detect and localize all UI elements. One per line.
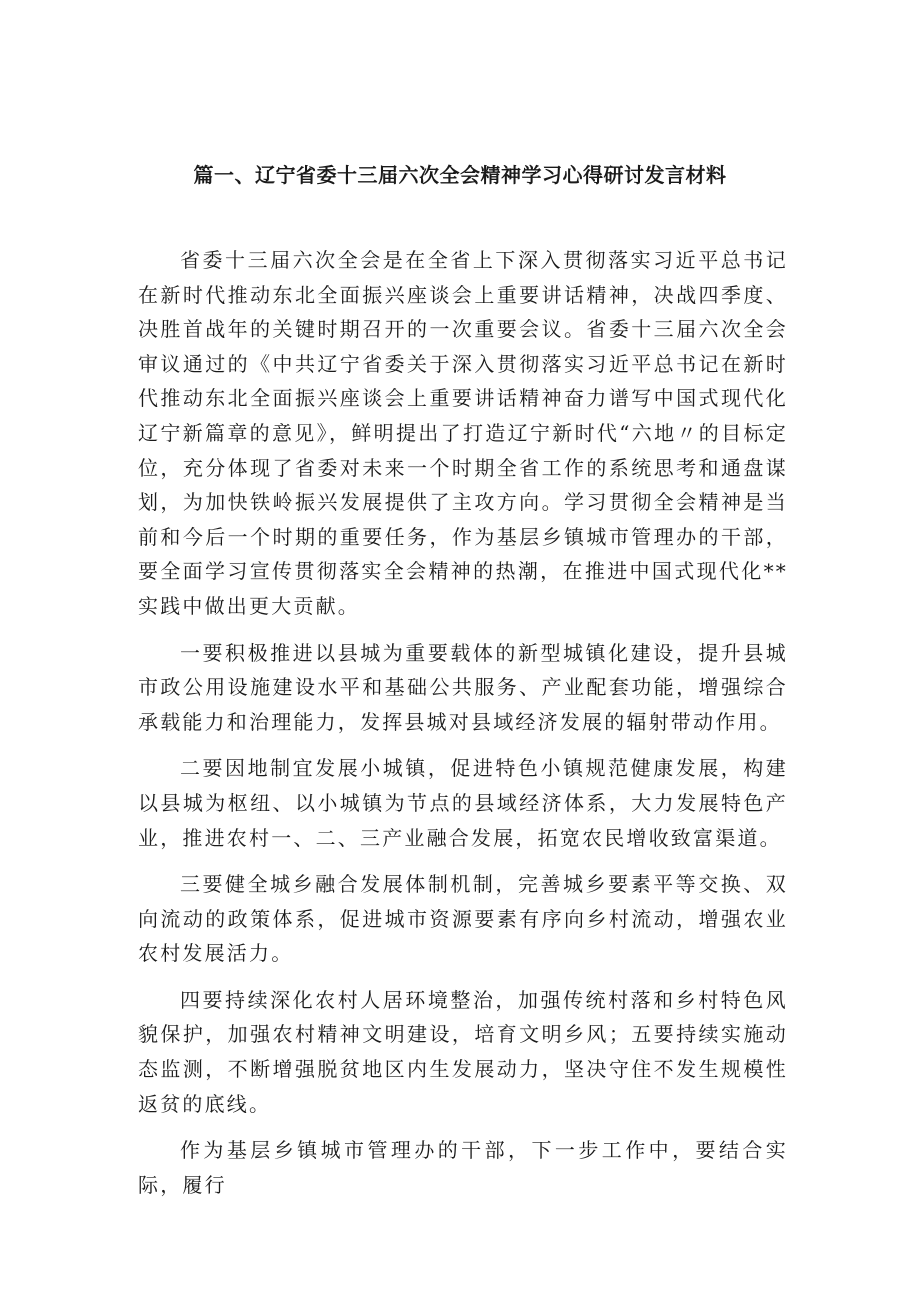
paragraph-next-steps: 作为基层乡镇城市管理办的干部，下一步工作中，要结合实际，履行 [138,1138,788,1197]
paragraph-intro: 省委十三届六次全会是在全省上下深入贯彻落实习近平总书记在新时代推动东北全面振兴座谈会上重要讲话精神，决战四季度、决胜首战年的关键时期召开的一次重要会议。省委十三届六次全会审议通过的《中共辽宁省委关于深入贯彻落实习近平总书记在新时代推动东北全面振兴座谈会上重要讲话精神奋力谱写中国式现代化辽宁新篇章的意见》，鲜明提出了打造辽宁新时代“六地〃的目标定位，充分体现了省委对未来一个时期全省工作的系统思考和通盘谋划，为加快铁岭振兴发展提供了主攻方向。学习贯彻全会精神是当前和今后一个时期的重要任务，作为基层乡镇城市管理办的干部，要全面学习宣传贯彻落实全会精神的热潮，在推进中国式现代化**实践中做出更大贡献。 [138,248,788,618]
paragraph-point-3: 三要健全城乡融合发展体制机制，完善城乡要素平等交换、双向流动的政策体系，促进城市资源要素有序向乡村流动，增强农业农村发展活力。 [138,872,788,966]
paragraph-point-4-5: 四要持续深化农村人居环境整治，加强传统村落和乡村特色风貌保护，加强农村精神文明建设，培育文明乡风；五要持续实施动态监测，不断增强脱贫地区内生发展动力，坚决守住不发生规模性返贫的底线。 [138,987,788,1116]
document-title: 篇一、辽宁省委十三届六次全会精神学习心得研讨发言材料 [193,163,727,187]
paragraph-point-2: 二要因地制宜发展小城镇，促进特色小镇规范健康发展，构建以县城为枢纽、以小城镇为节点的县域经济体系，大力发展特色产业，推进农村一、二、三产业融合发展，拓宽农民增收致富渠道。 [138,756,788,850]
paragraph-point-1: 一要积极推进以县城为重要载体的新型城镇化建设，提升县城市政公用设施建设水平和基础公共服务、产业配套功能，增强综合承载能力和治理能力，发挥县城对县域经济发展的辐射带动作用。 [138,640,788,734]
document-body [138,243,788,1214]
